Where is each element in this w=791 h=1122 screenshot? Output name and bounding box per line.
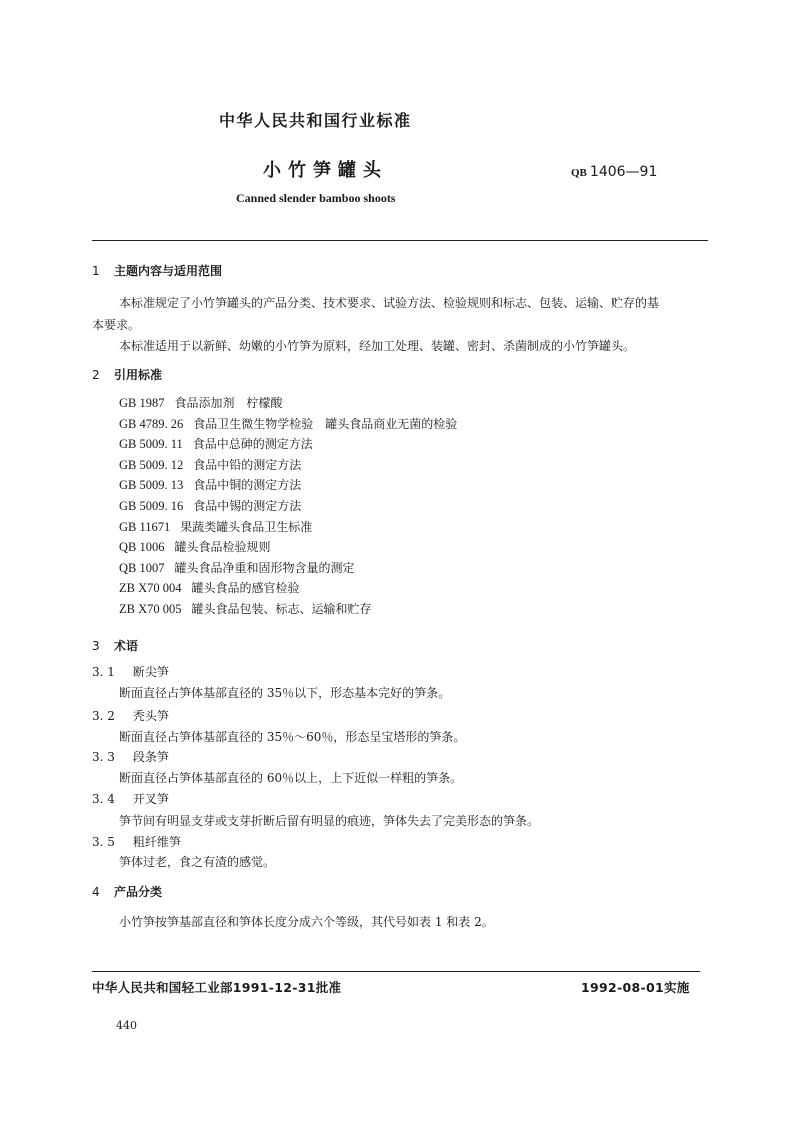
section-3-heading: 3 术语 (92, 639, 139, 653)
document-title: 小竹笋罐头 (263, 160, 388, 181)
section-1-para-1-line-1: 本标准规定了小竹笋罐头的产品分类、技术要求、试验方法、检验规则和标志、包装、运输、贮存的基 (119, 296, 660, 310)
term-heading: 3. 4 开叉笋 (92, 792, 169, 806)
reference-item: QB 1006 罐头食品检验规则 (119, 540, 271, 555)
reference-item: GB 4789. 26 食品卫生微生物学检验 罐头食品商业无菌的检验 (119, 416, 458, 431)
reference-list (119, 393, 457, 620)
reference-item: GB 5009. 12 食品中铅的测定方法 (119, 457, 302, 472)
page-number: 440 (116, 1019, 137, 1032)
document-number-value: 1406—91 (589, 164, 658, 180)
section-1-para-2: 本标准适用于以新鲜、幼嫩的小竹笋为原料，经加工处理、装罐、密封、杀菌制成的小竹笋罐头。 (119, 339, 636, 353)
section-4-title: 产品分类 (114, 885, 163, 899)
term-heading: 3. 3 段条笋 (92, 750, 169, 764)
implementation-date: 1992-08-01实施 (581, 980, 690, 995)
section-1-para-1-line-2: 本要求。 (92, 318, 141, 332)
reference-item: ZB X70 004 罐头食品的感官检验 (119, 581, 300, 596)
section-1-heading: 1 主题内容与适用范围 (92, 264, 223, 278)
footer-divider (92, 971, 700, 972)
section-2-title: 引用标准 (114, 368, 163, 382)
section-4-para: 小竹笋按笋基部直径和笋体长度分成六个等级，其代号如表 1 和表 2。 (119, 915, 494, 929)
english-title: Canned slender bamboo shoots (236, 191, 396, 205)
section-3-title: 术语 (114, 639, 139, 653)
term-definition: 断面直径占笋体基部直径的 35％以下，形态基本完好的笋条。 (119, 686, 451, 700)
reference-item: GB 5009. 13 食品中铜的测定方法 (119, 478, 302, 493)
section-4-heading: 4 产品分类 (92, 885, 163, 899)
section-2-heading: 2 引用标准 (92, 368, 163, 382)
document-number (571, 164, 657, 180)
term-definition: 笋节间有明显支芽或支芽折断后留有明显的痕迹，笋体失去了完美形态的笋条。 (119, 814, 540, 828)
term-heading: 3. 1 断尖笋 (92, 665, 169, 679)
term-definition: 断面直径占笋体基部直径的 60％以上，上下近似一样粗的笋条。 (119, 771, 463, 785)
term-heading: 3. 2 秃头笋 (92, 709, 169, 723)
reference-item: GB 5009. 16 食品中锡的测定方法 (119, 498, 302, 513)
reference-item: GB 11671 果蔬类罐头食品卫生标准 (119, 519, 313, 534)
term-definition: 断面直径占笋体基部直径的 35％～60％，形态呈宝塔形的笋条。 (119, 730, 466, 744)
term-definition: 笋体过老，食之有渣的感觉。 (119, 855, 276, 869)
term-heading: 3. 5 粗纤维笋 (92, 835, 181, 849)
reference-item: ZB X70 005 罐头食品包装、标志、运输和贮存 (119, 601, 372, 616)
header-divider (92, 240, 708, 241)
reference-item: GB 5009. 11 食品中总砷的测定方法 (119, 437, 313, 452)
document-number-prefix: QB (571, 167, 587, 179)
reference-item: QB 1007 罐头食品净重和固形物含量的测定 (119, 560, 355, 575)
standard-type-title: 中华人民共和国行业标准 (219, 111, 412, 130)
approval-line: 中华人民共和国轻工业部1991-12-31批准 (92, 980, 342, 995)
reference-item: GB 1987 食品添加剂 柠檬酸 (119, 396, 283, 410)
section-1-title: 主题内容与适用范围 (114, 264, 223, 278)
